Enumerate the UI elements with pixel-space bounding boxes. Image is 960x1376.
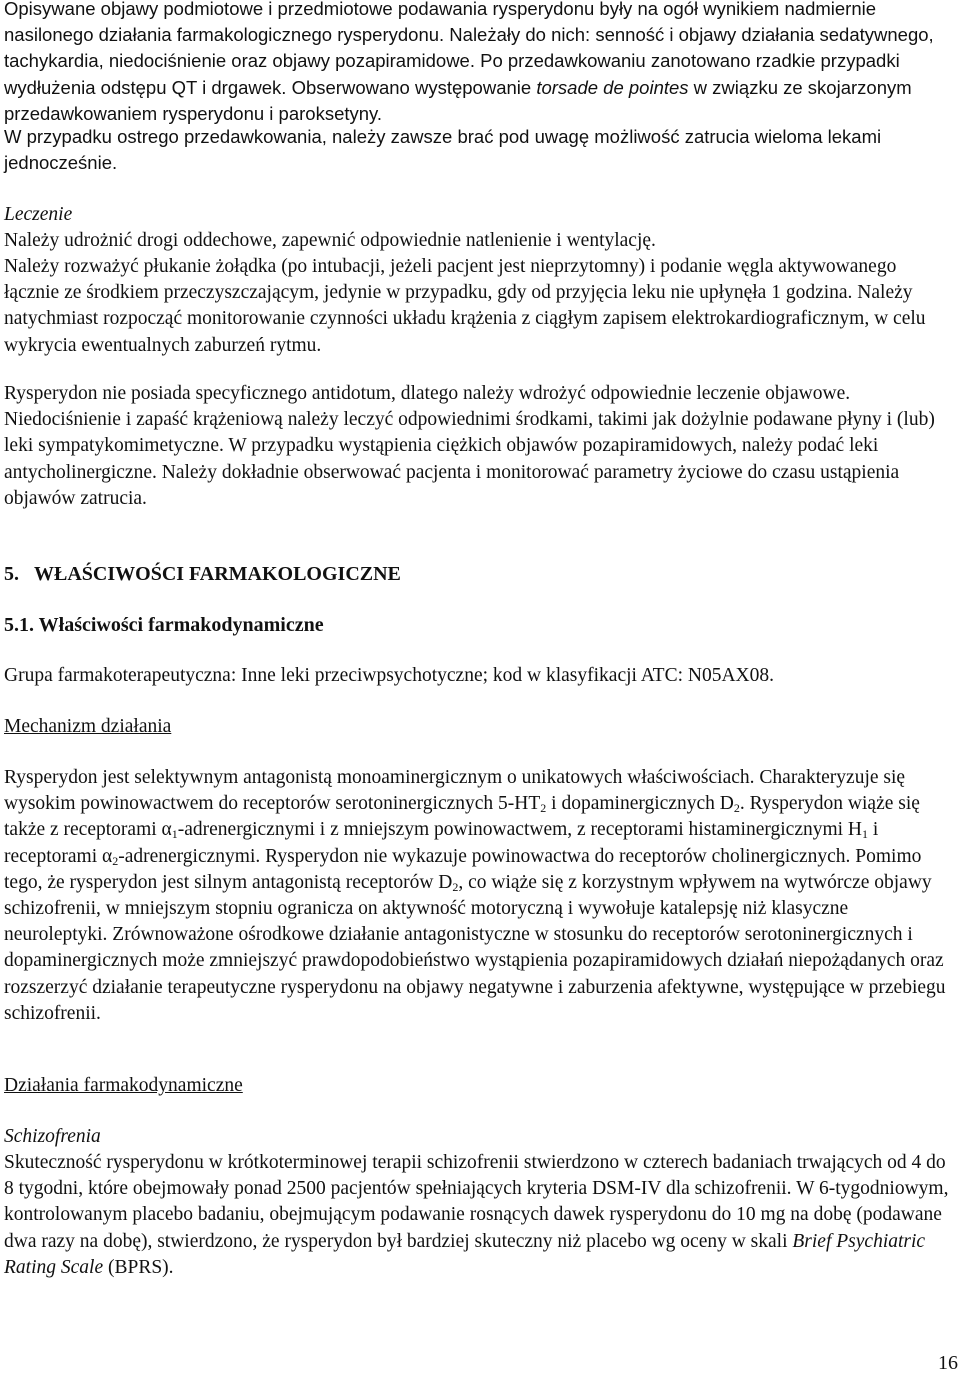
atc-classification: Grupa farmakoterapeutyczna: Inne leki przeciwpsychotyczne; kod w klasyfikacji ATC: N05AX08.	[4, 665, 774, 686]
schizophrenia-heading: Schizofrenia	[4, 1126, 101, 1147]
bprs-scale-name: Brief Psychiatric Rating Scale	[4, 1230, 926, 1278]
gastric-lavage-paragraph: Należy rozważyć płukanie żołądka (po intubacji, jeżeli pacjent jest nieprzytomny) i podanie węgla aktywowanego łącznie ze środkiem przeczyszczającym, jedynie w przypadku, gdy od przyjęcia leku nie upłynęła 1 godzina. Należy natychmiast rozpocząć monitorowanie czynności układu krążenia z ciągłym zapisem elektrokardiograficznym, w celu wykrycia ewentualnych zaburzeń rytmu.	[4, 256, 926, 356]
section-5-1-heading: 5.1. Właściwości farmakodynamiczne	[4, 614, 324, 636]
section-5-heading: 5. WŁAŚCIWOŚCI FARMAKOLOGICZNE	[4, 563, 401, 585]
page-number: 16	[938, 1352, 958, 1374]
document-page	[4, 0, 956, 1376]
overdose-paragraph: Opisywane objawy podmiotowe i przedmiotowe podawania rysperydonu były na ogół wynikiem nadmiernie nasilonego działania farmakologicznego rysperydonu. Należały do nich: senność i objawy działania sedatywnego, tachykardia, niedociśnienie oraz objawy pozapiramidowe. Po przedawkowaniu zanotowano rzadkie przypadki wydłużenia odstępu QT i drgawek. Obserwowano występowanie torsade de pointes w związku ze skojarzonym przedawkowaniem rysperydonu i paroksetyny.	[4, 0, 934, 124]
airway-paragraph: Należy udrożnić drogi oddechowe, zapewnić odpowiednie natlenienie i wentylację.	[4, 230, 656, 251]
pharmacodynamic-effects-heading: Działania farmakodynamiczne	[4, 1075, 243, 1096]
multi-drug-paragraph: W przypadku ostrego przedawkowania, należy zawsze brać pod uwagę możliwość zatrucia wieloma lekami jednocześnie.	[4, 126, 882, 174]
treatment-heading: Leczenie	[4, 204, 73, 225]
antidote-paragraph: Rysperydon nie posiada specyficznego antidotum, dlatego należy wdrożyć odpowiednie leczenie objawowe. Niedociśnienie i zapaść krążeniową należy leczyć odpowiednimi środkami, takimi jak dożylnie podawane płyny i (lub) leki sympatykomimetyczne. W przypadku wystąpienia ciężkich objawów pozapiramidowych, należy podać leki antycholinergiczne. Należy dokładnie obserwować pacjenta i monitorować parametry życiowe do czasu ustąpienia objawów zatrucia.	[4, 383, 935, 509]
mechanism-paragraph: Rysperydon jest selektywnym antagonistą monoaminergicznym o unikatowych właściwościach. Charakteryzuje się wysokim powinowactwem do receptorów serotoninergicznych $5-HT_2$ i dopaminergicznych $D_2$. Rysperydon wiąże się także z receptorami $\alpha_1$-adrenergicznymi i z mniejszym powinowactwem, z receptorami histaminergicznymi $H_1$ i receptorami $\alpha_2$-adrenergicznymi. Rysperydon nie wykazuje powinowactwa do receptorów cholinergicznych. Pomimo tego, że rysperydon jest silnym antagonistą receptorów $D_2$, co wiąże się z korzystnym wpływem na wytwórcze objawy schizofrenii, w mniejszym stopniu ogranicza on aktywność motoryczną i wywołuje katalepsję niż klasyczne neuroleptyki. Zrównoważone ośrodkowe działanie antagonistyczne w stosunku do receptorów serotoninergicznych i dopaminergicznych może zmniejszyć prawdopodobieństwo wystąpienia pozapiramidowych działań niepożądanych oraz rozszerzyć działanie terapeutyczne rysperydonu na objawy negatywne i zaburzenia afektywne, występujące w przebiegu schizofrenii.	[4, 767, 946, 1024]
mechanism-heading: Mechanizm działania	[4, 716, 172, 737]
schizophrenia-paragraph: Skuteczność rysperydonu w krótkoterminowej terapii schizofrenii stwierdzono w czterech badaniach trwających od 4 do 8 tygodni, które obejmowały ponad 2500 pacjentów spełniających kryteria DSM-IV dla schizofrenii. W 6-tygodniowym, kontrolowanym placebo badaniu, obejmującym podawanie rosnących dawek rysperydonu do 10 mg na dobę (podawane dwa razy na dobę), stwierdzono, że rysperydon był bardziej skuteczny niż placebo wg oceny w skali Brief Psychiatric Rating Scale (BPRS).	[4, 1152, 949, 1278]
torsade-term: torsade de pointes	[536, 76, 689, 98]
